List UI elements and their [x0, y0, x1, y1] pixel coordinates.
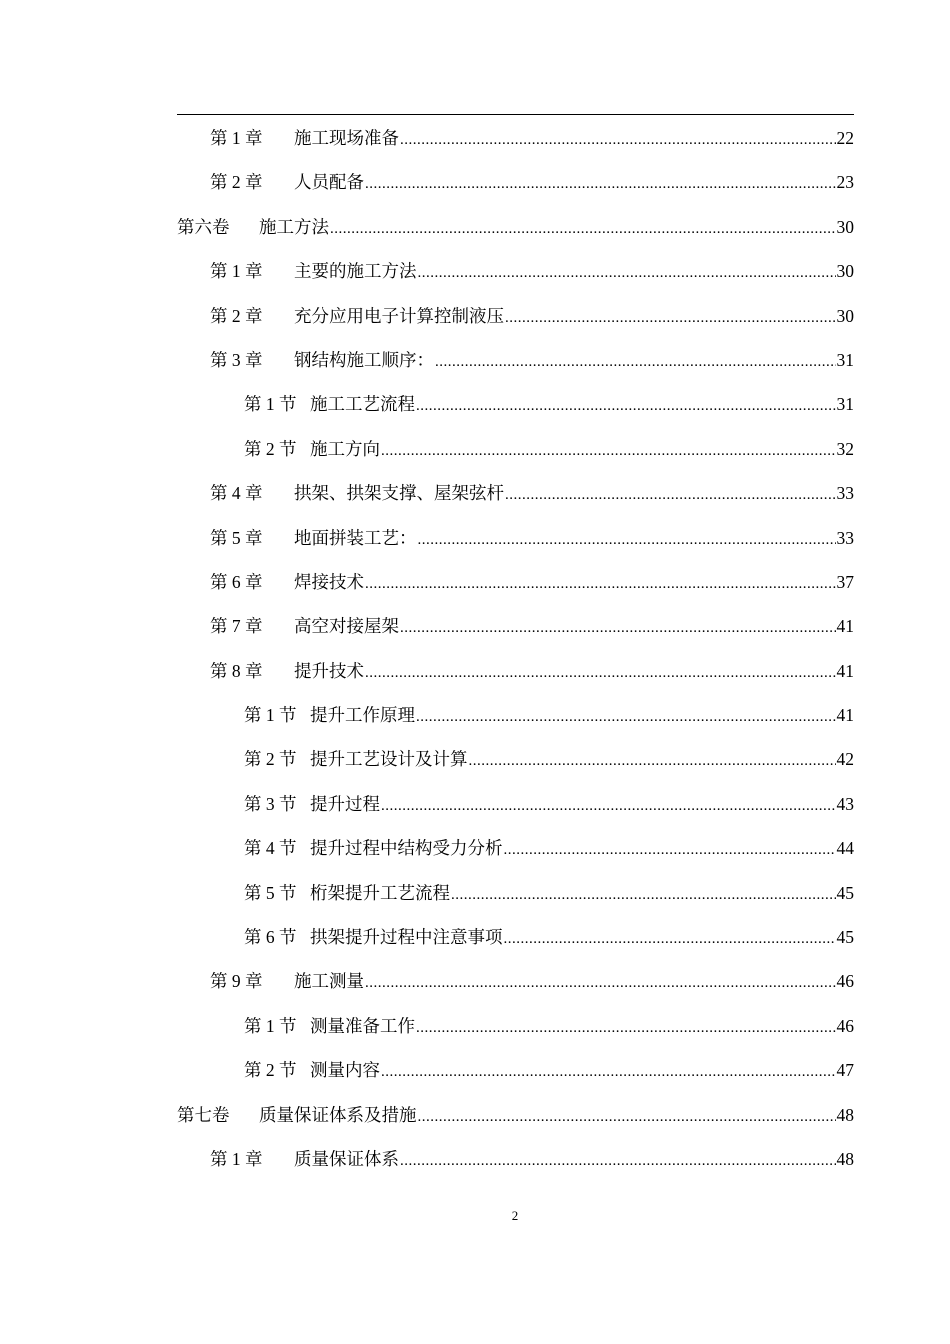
toc-leader-dots	[505, 473, 836, 517]
toc-entry-page: 48	[836, 1104, 854, 1125]
toc-entry-title: 焊接技术	[294, 571, 364, 592]
toc-entry-title: 提升工作原理	[310, 705, 415, 726]
toc-entry-page: 42	[836, 749, 854, 770]
toc-entry-title: 地面拼装工艺：	[294, 527, 417, 548]
toc-leader-dots	[365, 562, 836, 606]
toc-entry[interactable]	[177, 116, 854, 160]
toc-entry[interactable]	[177, 249, 854, 293]
toc-entry[interactable]	[177, 160, 854, 204]
toc-entry[interactable]	[177, 427, 854, 471]
toc-entry-number: 第 2 章	[210, 172, 263, 193]
toc-leader-dots	[365, 651, 836, 695]
toc-entry-title: 提升过程中结构受力分析	[310, 838, 503, 859]
toc-entry-page: 31	[836, 349, 854, 370]
toc-entry-number: 第 1 节	[244, 705, 297, 726]
toc-entry-number: 第 2 节	[244, 1060, 297, 1081]
toc-entry-title: 桁架提升工艺流程	[310, 882, 450, 903]
toc-entry-page: 45	[836, 927, 854, 948]
toc-entry-page: 30	[836, 305, 854, 326]
toc-leader-dots	[381, 784, 836, 828]
toc-entry-page: 47	[836, 1060, 854, 1081]
toc-leader-dots	[330, 207, 836, 251]
toc-entry-page: 46	[836, 971, 854, 992]
toc-leader-dots	[469, 739, 836, 783]
toc-entry-title: 提升技术	[294, 660, 364, 681]
toc-entry[interactable]	[177, 560, 854, 604]
toc-entry-number: 第 5 章	[210, 527, 263, 548]
toc-entry-number: 第 3 章	[210, 349, 263, 370]
toc-entry-page: 37	[836, 571, 854, 592]
toc-entry-title: 施工工艺流程	[310, 394, 415, 415]
toc-leader-dots	[504, 917, 836, 961]
toc-entry-title: 质量保证体系	[294, 1148, 399, 1169]
toc-entry[interactable]	[177, 516, 854, 560]
toc-leader-dots	[505, 296, 836, 340]
toc-leader-dots	[365, 961, 836, 1005]
toc-entry-title: 充分应用电子计算控制液压	[294, 305, 504, 326]
toc-entry-number: 第 2 节	[244, 438, 297, 459]
toc-entry[interactable]	[177, 871, 854, 915]
toc-leader-dots	[400, 606, 836, 650]
toc-entry-page: 31	[836, 394, 854, 415]
toc-entry-title: 拱架、拱架支撑、屋架弦杆	[294, 483, 504, 504]
toc-leader-dots	[504, 828, 836, 872]
toc-entry-number: 第 6 节	[244, 927, 297, 948]
toc-entry-title: 测量内容	[310, 1060, 380, 1081]
toc-leader-dots	[416, 695, 836, 739]
toc-entry[interactable]	[177, 737, 854, 781]
toc-entry-number: 第 8 章	[210, 660, 263, 681]
toc-leader-dots	[400, 1139, 836, 1183]
toc-leader-dots	[381, 429, 836, 473]
toc-entry-title: 质量保证体系及措施	[259, 1104, 417, 1125]
toc-entry-number: 第 4 节	[244, 838, 297, 859]
toc-entry-number: 第 1 节	[244, 1015, 297, 1036]
toc-leader-dots	[435, 340, 836, 384]
toc-entry-page: 43	[836, 793, 854, 814]
toc-entry[interactable]	[177, 294, 854, 338]
toc-entry-title: 施工测量	[294, 971, 364, 992]
toc-entry-page: 46	[836, 1015, 854, 1036]
toc-entry-number: 第七卷	[177, 1104, 230, 1125]
toc-leader-dots	[451, 873, 836, 917]
toc-entry-title: 提升工艺设计及计算	[310, 749, 468, 770]
toc-entry-title: 主要的施工方法	[294, 261, 417, 282]
toc-entry[interactable]	[177, 1048, 854, 1092]
toc-leader-dots	[416, 1006, 836, 1050]
toc-entry-number: 第 3 节	[244, 793, 297, 814]
toc-entry[interactable]	[177, 649, 854, 693]
toc-entry-title: 人员配备	[294, 172, 364, 193]
toc-entry-page: 41	[836, 705, 854, 726]
header-rule	[177, 114, 854, 115]
toc-entry-page: 33	[836, 483, 854, 504]
toc-leader-dots	[418, 1095, 836, 1139]
toc-leader-dots	[418, 251, 836, 295]
toc-entry-page: 30	[836, 261, 854, 282]
toc-leader-dots	[416, 384, 836, 428]
toc-entry[interactable]	[177, 693, 854, 737]
toc-entry-page: 22	[836, 128, 854, 148]
toc-entry[interactable]	[177, 915, 854, 959]
toc-entry-page: 33	[836, 527, 854, 548]
toc-entry-page: 32	[836, 438, 854, 459]
toc-entry[interactable]	[177, 826, 854, 870]
toc-entry[interactable]	[177, 782, 854, 826]
toc-entry[interactable]	[177, 471, 854, 515]
toc-entry-number: 第 2 章	[210, 305, 263, 326]
toc-leader-dots	[418, 518, 836, 562]
toc-entry-title: 高空对接屋架	[294, 616, 399, 637]
toc-entry-number: 第 1 章	[210, 128, 263, 148]
page-number: 2	[511, 1208, 519, 1223]
toc-entry-title: 提升过程	[310, 793, 380, 814]
table-of-contents	[177, 116, 854, 1181]
toc-leader-dots	[381, 1050, 836, 1094]
toc-entry-page: 44	[836, 838, 854, 859]
toc-entry-page: 23	[836, 172, 854, 193]
toc-entry-page: 41	[836, 616, 854, 637]
toc-entry-page: 30	[836, 216, 854, 237]
toc-entry-title: 拱架提升过程中注意事项	[310, 927, 503, 948]
toc-leader-dots	[365, 162, 836, 206]
toc-entry-number: 第六卷	[177, 216, 230, 237]
toc-entry[interactable]	[177, 959, 854, 1003]
toc-entry-number: 第 5 节	[244, 882, 297, 903]
toc-entry[interactable]	[177, 1093, 854, 1137]
toc-entry-number: 第 1 节	[244, 394, 297, 415]
toc-entry[interactable]	[177, 604, 854, 648]
toc-entry-number: 第 4 章	[210, 483, 263, 504]
toc-entry-title: 施工方法	[259, 216, 329, 237]
toc-entry[interactable]	[177, 1137, 854, 1181]
toc-entry-number: 第 1 章	[210, 1148, 263, 1169]
toc-entry-title: 测量准备工作	[310, 1015, 415, 1036]
toc-entry-page: 48	[836, 1148, 854, 1169]
toc-entry-page: 41	[836, 660, 854, 681]
toc-entry-number: 第 6 章	[210, 571, 263, 592]
toc-entry[interactable]	[177, 382, 854, 426]
toc-leader-dots	[400, 118, 836, 162]
toc-entry-title: 施工方向	[310, 438, 380, 459]
toc-entry[interactable]	[177, 338, 854, 382]
toc-entry-title: 施工现场准备	[294, 128, 399, 148]
toc-entry[interactable]	[177, 205, 854, 249]
toc-entry-number: 第 7 章	[210, 616, 263, 637]
toc-entry-number: 第 1 章	[210, 261, 263, 282]
toc-entry-page: 45	[836, 882, 854, 903]
toc-entry-number: 第 9 章	[210, 971, 263, 992]
toc-entry-number: 第 2 节	[244, 749, 297, 770]
toc-entry[interactable]	[177, 1004, 854, 1048]
toc-entry-title: 钢结构施工顺序：	[294, 349, 434, 370]
